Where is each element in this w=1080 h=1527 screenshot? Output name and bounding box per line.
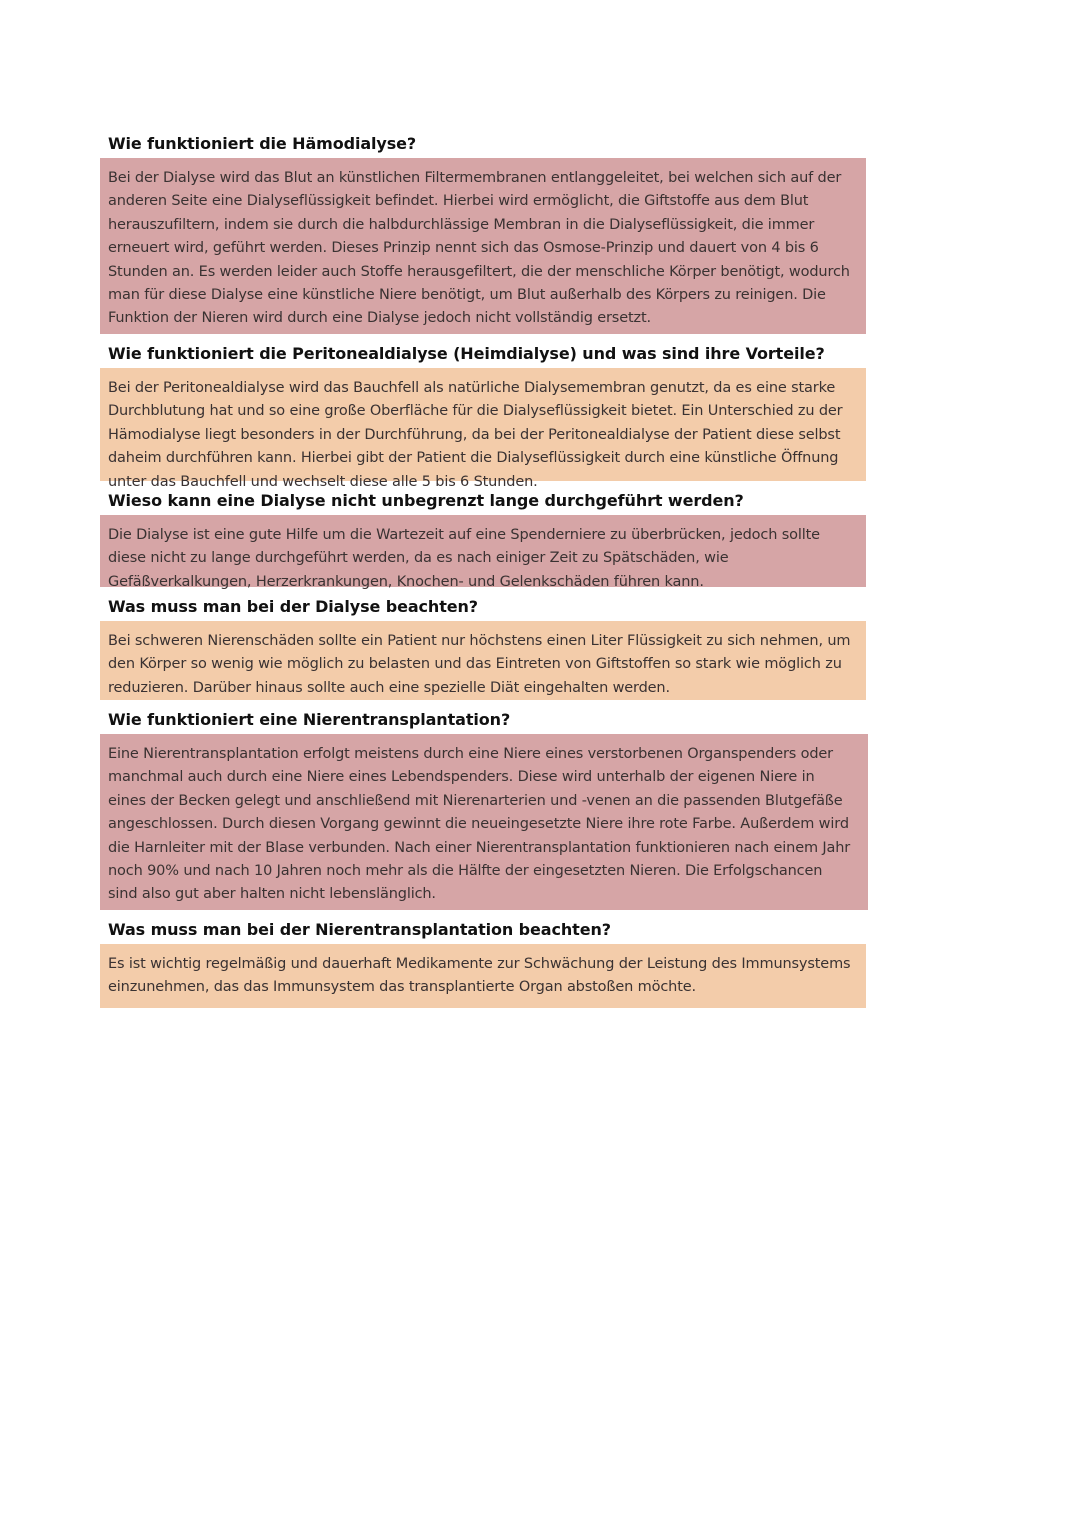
question-transplant-notes: Was muss man bei der Nierentransplantation beachten? bbox=[108, 920, 611, 939]
answer-hemodialysis: Bei der Dialyse wird das Blut an künstlichen Filtermembranen entlanggeleitet, bei welchen sich auf der anderen Seite eine Dialyseflüssigkeit befindet. Hierbei wird ermöglicht, die Giftstoffe aus dem Blut herauszufiltern, indem sie durch die halbdurchlässige Membran in die Dialyseflüssigkeit, die immer erneuert wird, geführt werden. Dieses Prinzip nennt sich das Osmose-Prinzip und dauert von 4 bis 6 Stunden an. Es werden leider auch Stoffe herausgefiltert, die der menschliche Körper benötigt, wodurch man für diese Dialyse eine künstliche Niere benötigt, um Blut außerhalb des Körpers zu reinigen. Die Funktion der Nieren wird durch eine Dialyse jedoch nicht vollständig ersetzt. bbox=[100, 158, 866, 334]
question-dialysis-notes: Was muss man bei der Dialyse beachten? bbox=[108, 597, 478, 616]
answer-kidney-transplant: Eine Nierentransplantation erfolgt meistens durch eine Niere eines verstorbenen Organspenders oder manchmal auch durch eine Niere eines Lebendspenders. Diese wird unterhalb der eigenen Niere in eines der Becken gelegt und anschließend mit Nierenarterien und -venen an die passenden Blutgefäße angeschlossen. Durch diesen Vorgang gewinnt die neueingesetzte Niere ihre rote Farbe. Außerdem wird die Harnleiter mit der Blase verbunden. Nach einer Nierentransplantation funktionieren nach einem Jahr noch 90% und nach 10 Jahren noch mehr als die Hälfte der eingesetzten Nieren. Die Erfolgschancen sind also gut aber halten nicht lebenslänglich. bbox=[100, 734, 868, 910]
document-page bbox=[100, 130, 866, 1014]
question-dialysis-duration: Wieso kann eine Dialyse nicht unbegrenzt lange durchgeführt werden? bbox=[108, 491, 744, 510]
answer-transplant-notes: Es ist wichtig regelmäßig und dauerhaft Medikamente zur Schwächung der Leistung des Immunsystems einzunehmen, das das Immunsystem das transplantierte Organ abstoßen möchte. bbox=[100, 944, 866, 1008]
question-peritoneal-dialysis: Wie funktioniert die Peritonealdialyse (Heimdialyse) und was sind ihre Vorteile? bbox=[108, 344, 825, 363]
question-kidney-transplant: Wie funktioniert eine Nierentransplantation? bbox=[108, 710, 511, 729]
answer-peritoneal-dialysis: Bei der Peritonealdialyse wird das Bauchfell als natürliche Dialysemembran genutzt, da es eine starke Durchblutung hat und so eine große Oberfläche für die Dialyseflüssigkeit bietet. Ein Unterschied zu der Hämodialyse liegt besonders in der Durchführung, da bei der Peritonealdialyse der Patient diese selbst daheim durchführen kann. Hierbei gibt der Patient die Dialyseflüssigkeit durch eine künstliche Öffnung unter das Bauchfell und wechselt diese alle 5 bis 6 Stunden. bbox=[100, 368, 866, 481]
answer-dialysis-notes: Bei schweren Nierenschäden sollte ein Patient nur höchstens einen Liter Flüssigkeit zu sich nehmen, um den Körper so wenig wie möglich zu belasten und das Eintreten von Giftstoffen so stark wie möglich zu reduzieren. Darüber hinaus sollte auch eine spezielle Diät eingehalten werden. bbox=[100, 621, 866, 700]
question-hemodialysis: Wie funktioniert die Hämodialyse? bbox=[108, 134, 417, 153]
answer-dialysis-duration: Die Dialyse ist eine gute Hilfe um die Wartezeit auf eine Spenderniere zu überbrücken, jedoch sollte diese nicht zu lange durchgeführt werden, da es nach einiger Zeit zu Spätschäden, wie Gefäßverkalkungen, Herzerkrankungen, Knochen- und Gelenkschäden führen kann. bbox=[100, 515, 866, 587]
